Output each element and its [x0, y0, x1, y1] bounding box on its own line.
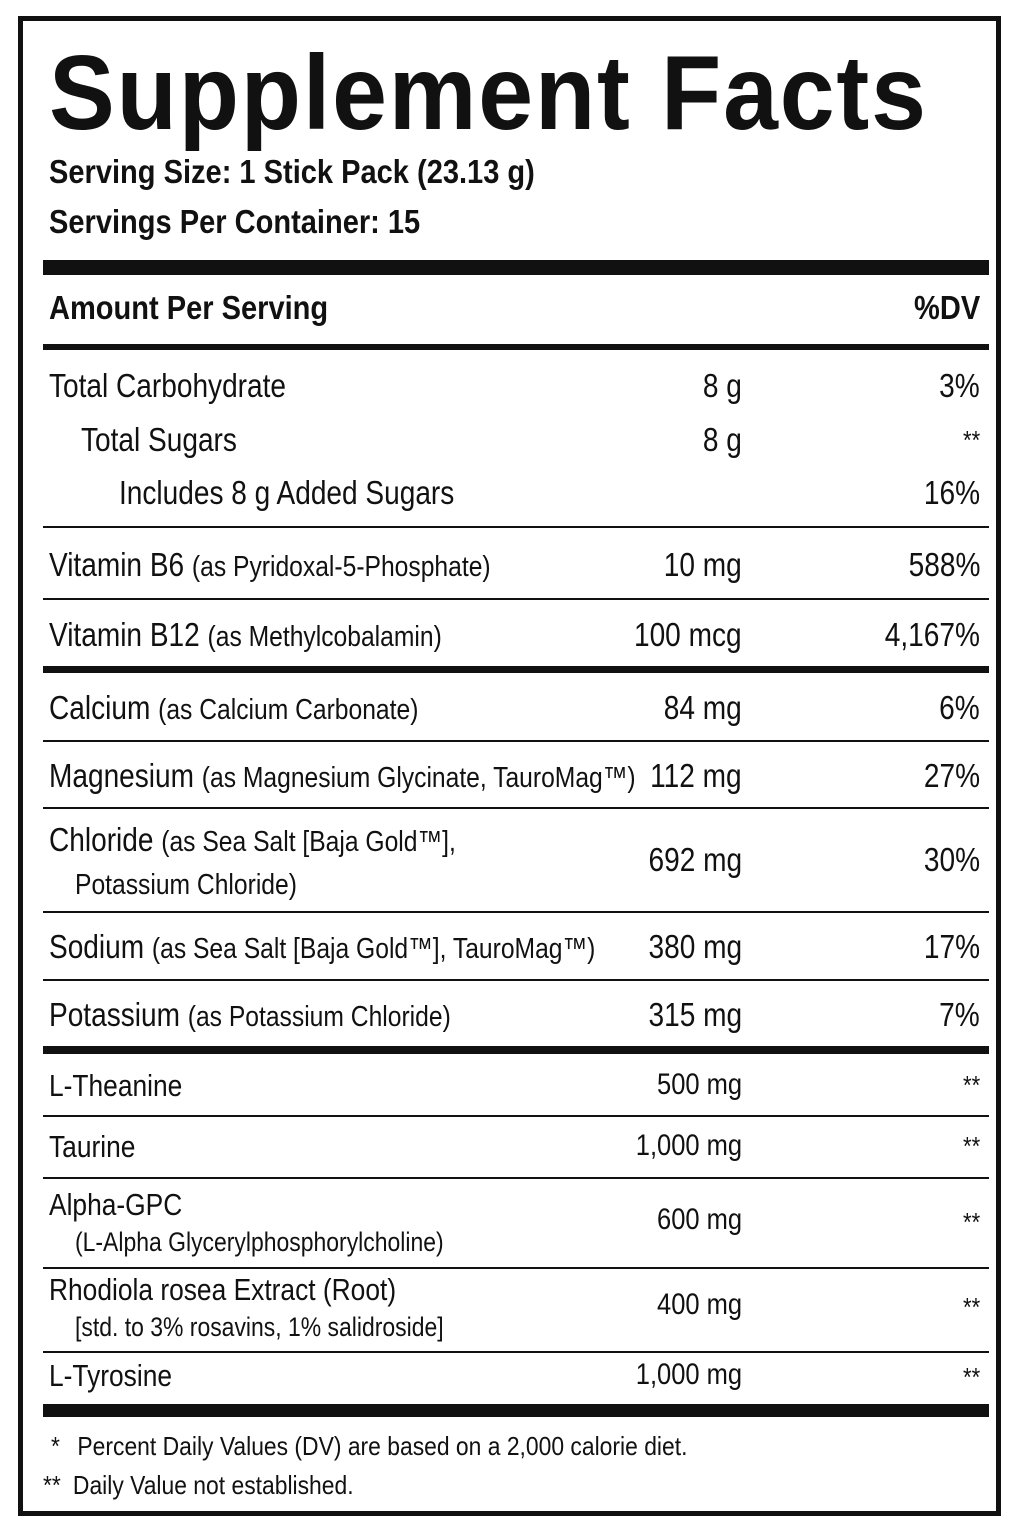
row-sub-alpha-gpc: (L-Alpha Glycerylphosphorylcholine): [75, 1227, 444, 1257]
row-dv-total-sugars: **: [962, 425, 980, 455]
row-amount-magnesium: 112 mg: [650, 757, 742, 794]
row-amount-l-theanine: 500 mg: [656, 1068, 742, 1101]
row-sub-rhodiola: [std. to 3% rosavins, 1% salidroside]: [75, 1312, 444, 1342]
row-dv-rhodiola: **: [962, 1292, 980, 1322]
amount-per-serving-header: Amount Per Serving: [49, 289, 329, 326]
row-name-magnesium: [49, 757, 636, 795]
thin-divider: [43, 740, 989, 742]
footnote-mark: *: [51, 1431, 60, 1461]
supplement-facts-panel: [18, 16, 1001, 1516]
row-amount-potassium: 315 mg: [648, 996, 742, 1033]
medium-divider: [43, 666, 989, 673]
row-dv-added-sugars: 16%: [923, 474, 980, 511]
row-name-l-theanine: L-Theanine: [49, 1068, 183, 1103]
panel-title: Supplement Facts: [49, 34, 928, 152]
nutrient-source: (as Magnesium Glycinate, TauroMag™): [201, 762, 636, 794]
footnote-not-established: [43, 1470, 354, 1501]
row-name-sodium: [49, 928, 595, 966]
row-name-calcium: [49, 689, 418, 727]
medium-divider: [43, 1046, 989, 1054]
footnote-mark: **: [43, 1470, 61, 1500]
row-dv-total-carbohydrate: 3%: [939, 367, 980, 404]
thick-divider: [43, 260, 989, 275]
serving-size: Serving Size: 1 Stick Pack (23.13 g): [49, 153, 535, 190]
row-amount-chloride: 692 mg: [648, 841, 742, 878]
thin-divider: [43, 1115, 989, 1117]
row-dv-vitamin-b12: 4,167%: [884, 616, 980, 653]
nutrient-name: Vitamin B6: [49, 546, 185, 583]
row-dv-potassium: 7%: [939, 996, 980, 1033]
thin-divider: [43, 1267, 989, 1269]
nutrient-name: Calcium: [49, 689, 151, 726]
thin-divider: [43, 979, 989, 981]
row-dv-chloride: 30%: [923, 841, 980, 878]
row-name-alpha-gpc: Alpha-GPC: [49, 1187, 183, 1222]
nutrient-name: Chloride: [49, 821, 154, 858]
row-dv-vitamin-b6: 588%: [908, 546, 980, 583]
nutrient-source: (as Pyridoxal-5-Phosphate): [191, 551, 491, 583]
nutrient-name: Magnesium: [49, 757, 194, 794]
row-name-total-sugars: Total Sugars: [81, 421, 237, 458]
nutrient-source: (as Potassium Chloride): [187, 1001, 451, 1033]
thin-divider: [43, 1351, 989, 1353]
nutrient-name: Potassium: [49, 996, 180, 1033]
row-amount-sodium: 380 mg: [648, 928, 742, 965]
thin-divider: [43, 598, 989, 600]
row-name-chloride: [49, 821, 456, 859]
row-amount-l-tyrosine: 1,000 mg: [635, 1358, 742, 1391]
row-dv-l-tyrosine: **: [962, 1362, 980, 1392]
row-dv-taurine: **: [962, 1131, 980, 1161]
row-amount-taurine: 1,000 mg: [635, 1129, 742, 1162]
row-name-taurine: Taurine: [49, 1129, 136, 1164]
row-name-total-carbohydrate: Total Carbohydrate: [49, 367, 287, 404]
row-amount-alpha-gpc: 600 mg: [656, 1203, 742, 1236]
row-amount-total-sugars: 8 g: [703, 421, 742, 458]
row-source-continued-chloride: Potassium Chloride): [75, 869, 297, 901]
row-dv-magnesium: 27%: [923, 757, 980, 794]
thick-divider: [43, 1404, 989, 1417]
footnote-dv: [51, 1431, 687, 1462]
medium-divider: [43, 344, 989, 350]
row-dv-sodium: 17%: [923, 928, 980, 965]
footnote-text: Percent Daily Values (DV) are based on a 2,000 calorie diet.: [77, 1431, 688, 1461]
nutrient-source: (as Methylcobalamin): [207, 621, 442, 653]
row-dv-calcium: 6%: [939, 689, 980, 726]
row-name-vitamin-b12: [49, 616, 442, 654]
row-name-added-sugars: Includes 8 g Added Sugars: [119, 474, 455, 511]
nutrient-source: (as Sea Salt [Baja Gold™],: [161, 826, 456, 858]
row-amount-total-carbohydrate: 8 g: [703, 367, 742, 404]
nutrient-name: Vitamin B12: [49, 616, 200, 653]
row-name-rhodiola: Rhodiola rosea Extract (Root): [49, 1272, 397, 1307]
servings-per-container: Servings Per Container: 15: [49, 203, 421, 240]
nutrient-source: (as Calcium Carbonate): [158, 694, 419, 726]
thin-divider: [43, 1177, 989, 1179]
row-name-l-tyrosine: L-Tyrosine: [49, 1358, 173, 1393]
row-dv-alpha-gpc: **: [962, 1207, 980, 1237]
thin-divider: [43, 526, 989, 528]
dv-header: %DV: [913, 289, 980, 326]
row-dv-l-theanine: **: [962, 1070, 980, 1100]
row-name-vitamin-b6: [49, 546, 491, 584]
nutrient-name: Sodium: [49, 928, 145, 965]
nutrient-source: (as Sea Salt [Baja Gold™], TauroMag™): [151, 933, 596, 965]
row-amount-vitamin-b6: 10 mg: [664, 546, 742, 583]
row-name-potassium: [49, 996, 451, 1034]
row-amount-rhodiola: 400 mg: [656, 1288, 742, 1321]
row-amount-vitamin-b12: 100 mcg: [634, 616, 742, 653]
footnote-text: Daily Value not established.: [72, 1470, 354, 1500]
thin-divider: [43, 911, 989, 913]
row-amount-calcium: 84 mg: [664, 689, 742, 726]
thin-divider: [43, 807, 989, 809]
